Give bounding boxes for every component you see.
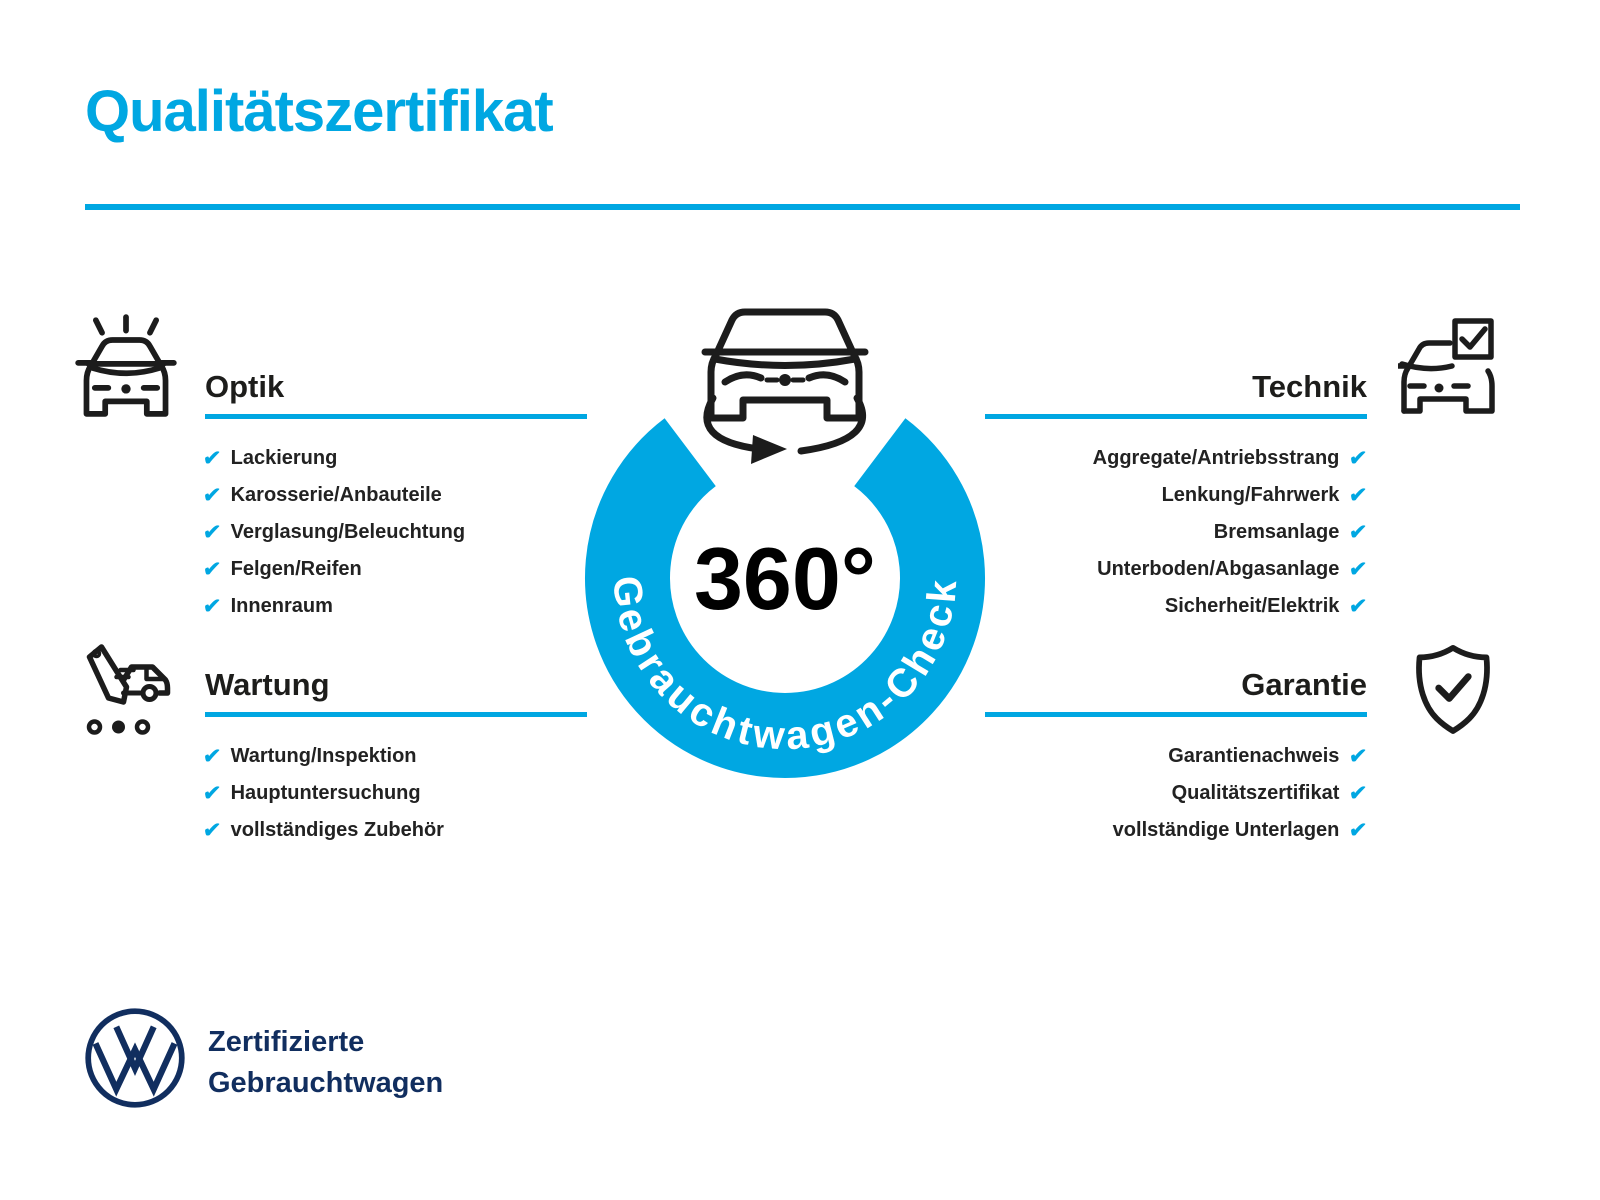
check-icon: ✔ — [1348, 595, 1369, 618]
page-title: Qualitätszertifikat — [85, 79, 553, 144]
checklist-item — [203, 812, 444, 849]
check-icon: ✔ — [1348, 819, 1369, 842]
checklist-item — [1214, 514, 1367, 551]
checklist-item-label: Innenraum — [230, 595, 333, 617]
checklist-wartung — [203, 738, 444, 849]
car-front-shine-icon — [74, 314, 178, 418]
brand-line-1: Zertifizierte — [208, 1026, 365, 1058]
check-icon: ✔ — [201, 447, 222, 470]
check-icon: ✔ — [1348, 447, 1369, 470]
service-pencil-car-icon — [78, 638, 174, 738]
checklist-item — [203, 514, 465, 551]
check-icon: ✔ — [201, 745, 222, 768]
section-underline-optik — [205, 414, 587, 419]
checklist-item — [1113, 812, 1367, 849]
checklist-item-label: Qualitätszertifikat — [1171, 782, 1340, 804]
checklist-optik — [203, 440, 465, 625]
shield-check-icon — [1410, 640, 1496, 736]
vw-logo — [83, 1006, 187, 1110]
checklist-item-label: Lenkung/Fahrwerk — [1161, 484, 1340, 506]
checklist-item-label: vollständige Unterlagen — [1112, 819, 1340, 841]
checklist-item — [1172, 775, 1367, 812]
checklist-item — [203, 551, 465, 588]
section-underline-technik — [985, 414, 1367, 419]
check-icon: ✔ — [201, 782, 222, 805]
checklist-technik — [1093, 440, 1367, 625]
checklist-item-label: Hauptuntersuchung — [230, 782, 421, 804]
checklist-item — [1093, 440, 1367, 477]
car-front-rotation-icon — [705, 312, 865, 464]
badge-360-check — [565, 296, 1005, 782]
checklist-item-label: Felgen/Reifen — [230, 558, 362, 580]
checklist-item-label: Karosserie/Anbauteile — [230, 484, 442, 506]
check-icon: ✔ — [1348, 521, 1369, 544]
check-icon: ✔ — [1348, 558, 1369, 581]
badge-degree-label: 360° — [693, 529, 877, 628]
check-icon: ✔ — [201, 595, 222, 618]
checklist-item — [203, 440, 465, 477]
checklist-item-label: Lackierung — [230, 447, 338, 469]
check-icon: ✔ — [1348, 745, 1369, 768]
checklist-item — [1097, 551, 1367, 588]
section-heading-garantie: Garantie — [1241, 667, 1367, 702]
check-icon: ✔ — [201, 819, 222, 842]
checklist-item — [203, 477, 465, 514]
car-checkbox-icon — [1398, 316, 1498, 416]
checklist-garantie — [1113, 738, 1367, 849]
checklist-item-label: vollständiges Zubehör — [230, 819, 444, 841]
checklist-item — [1165, 588, 1367, 625]
checklist-item-label: Garantienachweis — [1168, 745, 1340, 767]
checklist-item-label: Unterboden/Abgasanlage — [1097, 558, 1340, 580]
section-underline-garantie — [985, 712, 1367, 717]
checklist-item — [203, 738, 444, 775]
checklist-item — [1162, 477, 1367, 514]
checklist-item — [203, 588, 465, 625]
check-icon: ✔ — [201, 484, 222, 507]
section-heading-wartung: Wartung — [205, 667, 330, 702]
checklist-item-label: Sicherheit/Elektrik — [1164, 595, 1340, 617]
section-heading-optik: Optik — [205, 369, 285, 404]
checklist-item-label: Aggregate/Antriebsstrang — [1092, 447, 1340, 469]
badge-ring-label: Gebrauchtwagen-Check — [604, 574, 966, 759]
checklist-item — [203, 775, 444, 812]
checklist-item-label: Wartung/Inspektion — [230, 745, 417, 767]
brand-line-2: Gebrauchtwagen — [208, 1067, 444, 1099]
check-icon: ✔ — [1348, 782, 1369, 805]
checklist-item-label: Verglasung/Beleuchtung — [230, 521, 466, 543]
brand-wordmark — [208, 1022, 443, 1104]
checklist-item-label: Bremsanlage — [1213, 521, 1340, 543]
section-heading-technik: Technik — [1252, 369, 1367, 404]
checklist-item — [1168, 738, 1367, 775]
check-icon: ✔ — [1348, 484, 1369, 507]
check-icon: ✔ — [201, 558, 222, 581]
section-underline-wartung — [205, 712, 587, 717]
check-icon: ✔ — [201, 521, 222, 544]
title-divider — [85, 204, 1520, 210]
